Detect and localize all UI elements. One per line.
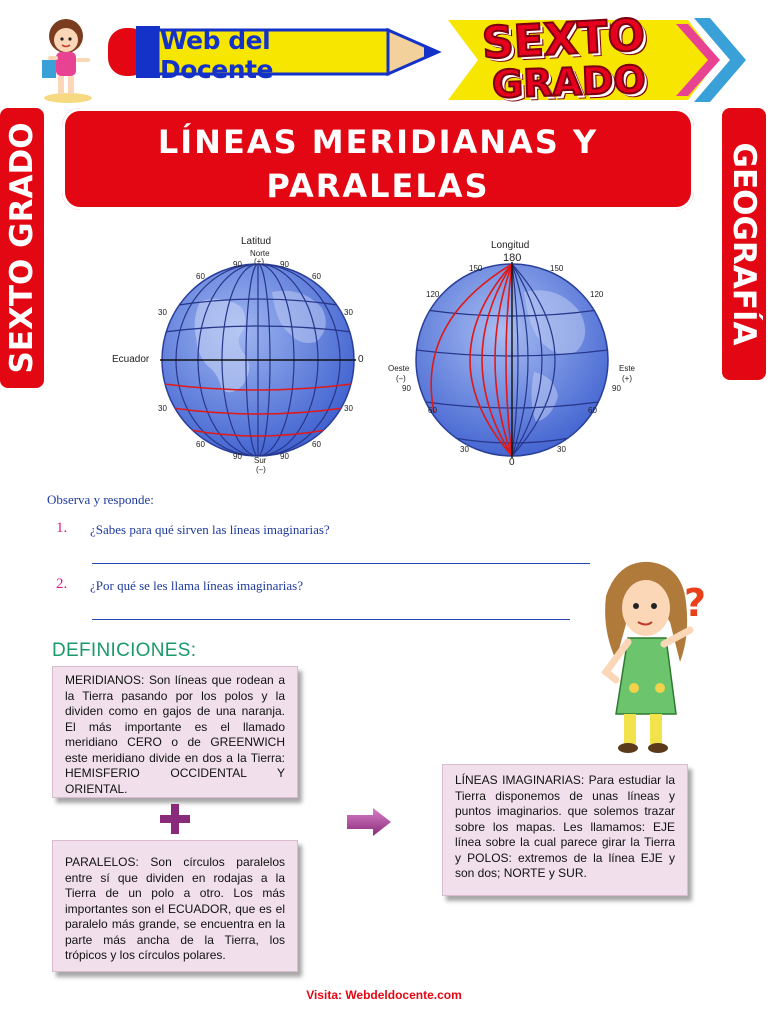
latitude-heading: Latitud (241, 236, 272, 247)
longitude-west-label: Oeste (388, 364, 410, 373)
page-title-line1: LÍNEAS MERIDIANAS Y (157, 123, 599, 161)
longitude-tick-60-left: 60 (428, 406, 437, 415)
longitude-heading: Longitud (491, 240, 530, 251)
longitude-tick-150-right: 150 (550, 264, 564, 273)
latitude-globe-illustration (160, 262, 356, 458)
latitude-north-label: Norte (250, 249, 270, 258)
latitude-tick-30-top-right: 30 (344, 308, 353, 317)
question-2-text: ¿Por qué se les llama líneas imaginarias? (90, 578, 303, 593)
page-title-line2: PARALELAS (266, 167, 490, 205)
longitude-tick-30-left: 30 (460, 445, 469, 454)
grade-label-line1: SEXTO (480, 9, 647, 70)
longitude-tick-90-right: 90 (612, 384, 621, 393)
longitude-west-sign: (–) (396, 374, 406, 383)
latitude-tick-60-top-right: 60 (312, 272, 321, 281)
side-label-grade (0, 108, 44, 388)
question-1-text: ¿Sabes para qué sirven las líneas imaginarias? (90, 522, 330, 537)
longitude-tick-120-right: 120 (590, 290, 604, 299)
svg-text:?: ? (684, 581, 707, 625)
longitude-globe-illustration (414, 262, 610, 458)
side-label-subject (722, 108, 766, 380)
site-brand: Web del Docente (160, 26, 273, 84)
longitude-tick-60-right: 60 (588, 406, 597, 415)
side-label-subject-text: GEOGRAFÍA (726, 142, 762, 346)
lineas-imaginarias-card (442, 764, 688, 896)
latitude-tick-60-bottom-left: 60 (196, 440, 205, 449)
longitude-tick-150-left: 150 (469, 264, 483, 273)
latitude-south-label: Sur (254, 456, 267, 465)
latitude-tick-30-bottom-left: 30 (158, 404, 167, 413)
questions-intro: Observa y responde: (47, 492, 154, 507)
longitude-tick-30-right: 30 (557, 445, 566, 454)
paralelos-text: PARALELOS: Son círculos paralelos entre sí que dividen en rodajas a la Tierra de un polo a otro. Los más importantes son el ECUADOR, que es el paralelo más grande, se encuentra en la parte más ancha de la Tierra, los trópicos y los círculos polares. (65, 855, 285, 962)
lineas-imaginarias-text: LÍNEAS IMAGINARIAS: Para estudiar la Tierra disponemos de unas líneas y puntos imaginarios. que solemos trazar sobre los mapas. Les llamamos: EJE línea sobre la cual parece girar la Tierra y POLOS: extremos de la línea EJE y son dos; NORTE y SUR. (455, 773, 675, 880)
latitude-tick-90-bottom-right: 90 (280, 452, 289, 461)
latitude-tick-60-top-left: 60 (196, 272, 205, 281)
latitude-zero-label: 0 (358, 354, 364, 365)
meridianos-card (52, 666, 298, 798)
equator-label: Ecuador (112, 354, 150, 365)
footer-link[interactable]: Visita: Webdeldocente.com (306, 988, 462, 1002)
latitude-tick-90-bottom-left: 90 (233, 452, 242, 461)
arrow-right-icon (345, 806, 393, 838)
definitions-title: DEFINICIONES: (52, 640, 197, 661)
question-2-answer-line[interactable] (92, 619, 570, 620)
teacher-mascot-illustration (36, 14, 100, 104)
question-2-number: 2. (56, 576, 68, 592)
latitude-tick-90-top-right: 90 (280, 260, 289, 269)
girl-question-illustration (588, 556, 718, 756)
latitude-tick-30-top-left: 30 (158, 308, 167, 317)
question-1-number: 1. (56, 520, 68, 536)
page-title (62, 120, 694, 208)
plus-icon (158, 802, 192, 836)
longitude-tick-120-left: 120 (426, 290, 440, 299)
longitude-tick-180: 180 (503, 252, 522, 264)
longitude-east-label: Este (619, 364, 636, 373)
question-1-answer-line[interactable] (92, 563, 590, 564)
longitude-east-sign: (+) (622, 374, 632, 383)
latitude-north-sign: (+) (254, 257, 264, 266)
side-label-grade-text: SEXTO GRADO (4, 122, 40, 374)
longitude-tick-90-left: 90 (402, 384, 411, 393)
meridianos-text: MERIDIANOS: Son líneas que rodean a la Tierra pasando por los polos y la dividen como en gajos de una naranja. El más importante es el llamado meridiano CERO o de GREENWICH este meridiano divide en dos a la Tierra: HEMISFERIO OCCIDENTAL Y ORIENTAL. (65, 673, 285, 796)
latitude-south-sign: (–) (256, 465, 266, 474)
paralelos-card (52, 840, 298, 972)
longitude-tick-0: 0 (509, 457, 515, 468)
page-title-box (62, 108, 694, 210)
latitude-tick-60-bottom-right: 60 (312, 440, 321, 449)
latitude-tick-30-bottom-right: 30 (344, 404, 353, 413)
grade-label-line2: GRADO (491, 57, 647, 107)
latitude-tick-90-top-left: 90 (233, 260, 242, 269)
